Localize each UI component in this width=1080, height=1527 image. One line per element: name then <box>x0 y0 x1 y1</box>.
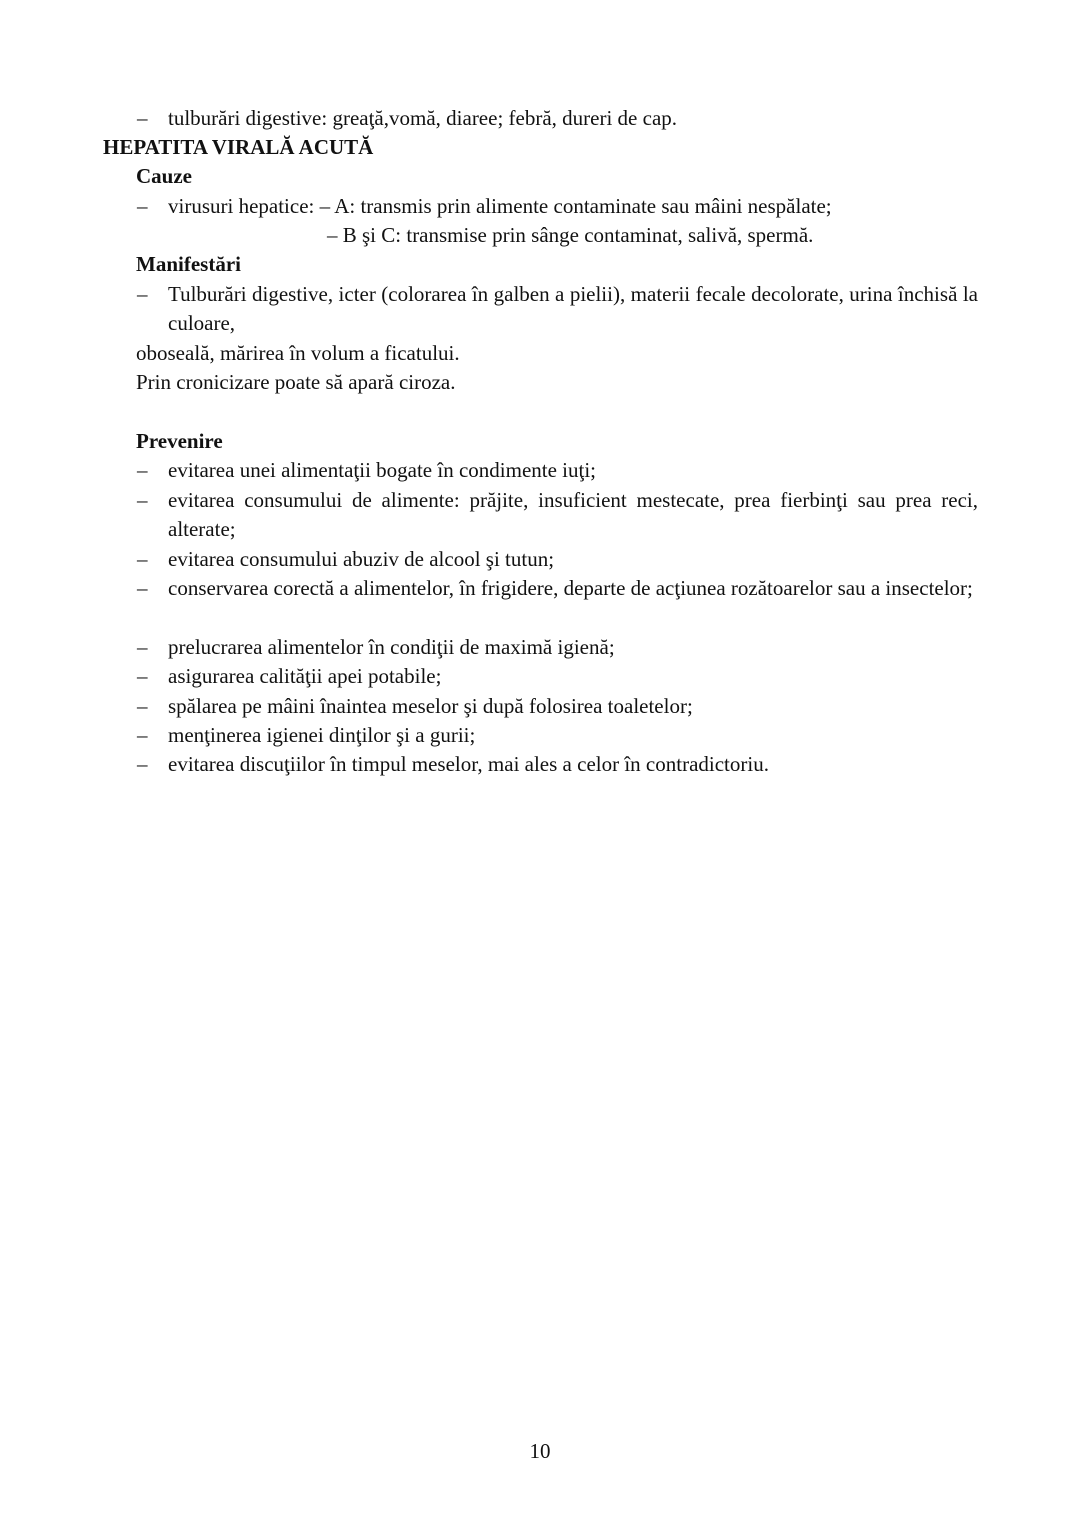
bullet-dash: – <box>137 664 148 688</box>
bullet-dash: – <box>137 282 148 306</box>
prevenire-item: conservarea corectă a alimentelor, în frigidere, departe de acţiunea rozătoarelor sau a insectelor; <box>168 576 973 600</box>
bullet-dash: – <box>137 488 148 512</box>
prevenire-item: evitarea consumului de alimente: prăjite, insuficient mestecate, prea fierbinţi sau prea reci, alterate; <box>168 488 978 542</box>
bullet-dash: – <box>137 194 148 218</box>
prevenire-item: evitarea consumului abuziv de alcool şi tutun; <box>168 547 555 571</box>
manifestari-line-oboseala: oboseală, mărirea în volum a ficatului. <box>136 341 460 365</box>
prevenire-item: prelucrarea alimentelor în condiţii de maximă igienă; <box>168 635 615 659</box>
manifestari-item: Tulburări digestive, icter (colorarea în galben a pielii), materii fecale decolorate, urina închisă la culoare, <box>168 282 978 336</box>
bullet-dash: – <box>137 547 148 571</box>
list-item-digestive-symptoms: tulburări digestive: greaţă,vomă, diaree; febră, dureri de cap. <box>168 106 678 130</box>
bullet-dash: – <box>137 635 148 659</box>
cauze-line-virus-bc: – B şi C: transmise prin sânge contaminat, salivă, spermă. <box>327 223 814 247</box>
bullet-dash: – <box>137 694 148 718</box>
prevenire-item: evitarea unei alimentaţii bogate în condimente iuţi; <box>168 458 597 482</box>
prevenire-item: menţinerea igienei dinţilor şi a gurii; <box>168 723 476 747</box>
prevenire-item: asigurarea calităţii apei potabile; <box>168 664 442 688</box>
prevenire-item: evitarea discuţiilor în timpul meselor, mai ales a celor în contradictoriu. <box>168 752 769 776</box>
subheading-prevenire: Prevenire <box>136 429 223 453</box>
page-number: 10 <box>529 1439 551 1463</box>
bullet-dash: – <box>137 752 148 776</box>
bullet-dash: – <box>137 106 148 130</box>
bullet-dash: – <box>137 723 148 747</box>
manifestari-line-ciroza: Prin cronicizare poate să apară ciroza. <box>136 370 456 394</box>
section-heading-hepatita: HEPATITA VIRALĂ ACUTĂ <box>103 135 374 159</box>
cauze-line-virus-a: virusuri hepatice: – A: transmis prin alimente contaminate sau mâini nespălate; <box>168 194 832 218</box>
bullet-dash: – <box>137 458 148 482</box>
bullet-dash: – <box>137 576 148 600</box>
subheading-cauze: Cauze <box>136 164 192 188</box>
prevenire-item: spălarea pe mâini înaintea meselor şi după folosirea toaletelor; <box>168 694 693 718</box>
subheading-manifestari: Manifestări <box>136 252 241 276</box>
